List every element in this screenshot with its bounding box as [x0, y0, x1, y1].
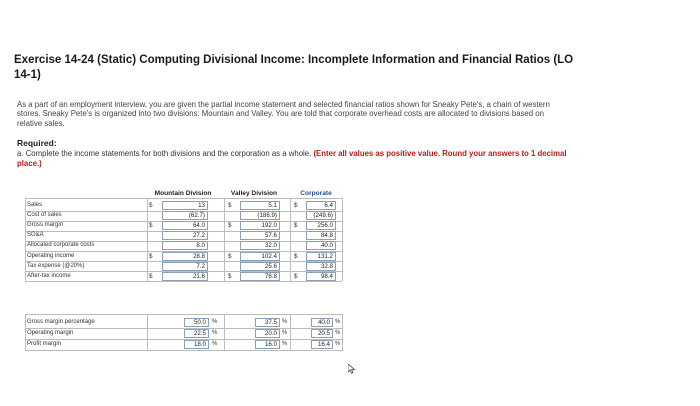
grid-line [25, 198, 26, 281]
percent-sign: % [212, 330, 218, 336]
row-label: Gross margin [27, 222, 64, 229]
percent-sign: % [335, 341, 341, 347]
percent-sign: % [335, 330, 341, 336]
mouse-cursor-icon [348, 364, 356, 374]
required-instruction: a. Complete the income statements for both divisions and the corporation as a whole. [17, 149, 312, 158]
value-input-corporate[interactable]: (249.6) [306, 211, 336, 220]
exercise-title: Exercise 14-24 (Static) Computing Divisional Income: Incomplete Information and Financial Ratios (LO 14-1) [14, 54, 574, 81]
currency-sign: $ [228, 252, 232, 260]
grid-line [25, 314, 342, 315]
currency-sign: $ [294, 222, 298, 230]
value-input-valley[interactable]: 192.0 [240, 221, 280, 230]
grid-line [342, 198, 343, 281]
ratio-input-corporate[interactable]: 16.4 [311, 340, 333, 349]
currency-sign: $ [294, 202, 298, 209]
ratio-input-mountain[interactable]: 22.5 [184, 329, 209, 338]
grid-line [25, 281, 342, 282]
ratio-input-valley[interactable]: 20.0 [255, 329, 280, 338]
value-input-valley[interactable]: 102.4 [240, 252, 280, 261]
ratio-input-corporate[interactable]: 40.0 [311, 318, 333, 327]
row-label: Tax expense (@20%) [27, 262, 85, 269]
required-note: (Enter all values as positive value. Round your answers to 1 decimal place.) [17, 149, 567, 168]
grid-line [25, 350, 342, 351]
required-text [17, 149, 577, 168]
value-input-corporate[interactable]: 32.8 [306, 262, 336, 271]
percent-sign: % [212, 341, 218, 347]
row-label: Allocated corporate costs [27, 242, 95, 249]
percent-sign: % [282, 341, 288, 347]
value-input-mountain[interactable]: 28.8 [162, 252, 208, 261]
value-input-mountain[interactable]: 27.2 [162, 231, 208, 240]
ratio-input-corporate[interactable]: 20.5 [311, 329, 333, 338]
header-mountain: Mountain Division [154, 190, 212, 197]
row-label: After-tax income [27, 272, 71, 279]
percent-sign: % [282, 330, 288, 336]
value-input-mountain[interactable]: 13 [162, 201, 208, 210]
row-label: Sales [27, 202, 43, 208]
value-input-mountain[interactable]: 64.0 [162, 221, 208, 230]
grid-line [25, 314, 26, 351]
value-input-corporate[interactable]: 84.8 [306, 231, 336, 240]
currency-sign: $ [149, 252, 153, 260]
grid-line [224, 198, 225, 281]
currency-sign: $ [149, 222, 153, 230]
value-input-valley[interactable]: (186.9) [240, 211, 280, 220]
currency-sign: $ [294, 252, 298, 260]
currency-sign: $ [228, 202, 232, 209]
ratio-input-valley[interactable]: 16.0 [255, 340, 280, 349]
value-input-mountain[interactable]: 8.0 [162, 241, 208, 250]
currency-sign: $ [294, 272, 298, 280]
ratio-label: Gross margin percentage [27, 319, 95, 325]
row-label: SG&A [27, 232, 44, 239]
grid-line [147, 314, 148, 351]
percent-sign: % [282, 319, 288, 325]
value-input-corporate[interactable]: 40.0 [306, 241, 336, 250]
value-input-valley[interactable]: 76.8 [240, 272, 280, 281]
value-input-corporate[interactable]: 256.0 [306, 221, 336, 230]
value-input-mountain[interactable]: 7.2 [162, 262, 208, 271]
intro-paragraph: As a part of an employment interview, you are given the partial income statement and selected financial ratios shown for Sneaky Pete's, a chain of western stores. Sneaky Pete's is organized into two divisions: Mountain and Valley. You are told that corporate overhead costs are allocated to divisions based on relative sales. [17, 100, 550, 128]
required-heading: Required: [17, 138, 57, 148]
value-input-valley[interactable]: 5.1 [240, 201, 280, 210]
grid-line [25, 198, 342, 199]
value-input-valley[interactable]: 32.0 [240, 241, 280, 250]
currency-sign: $ [228, 222, 232, 230]
grid-line [147, 198, 148, 281]
value-input-valley[interactable]: 57.6 [240, 231, 280, 240]
value-input-corporate[interactable]: 131.2 [306, 252, 336, 261]
value-input-corporate[interactable]: 98.4 [306, 272, 336, 281]
grid-line [290, 198, 291, 281]
header-valley: Valley Division [230, 190, 278, 197]
currency-sign: $ [149, 272, 153, 280]
grid-line [342, 314, 343, 351]
ratio-label: Profit margin [27, 341, 62, 347]
currency-sign: $ [149, 202, 153, 209]
grid-line [290, 314, 291, 351]
grid-line [224, 314, 225, 351]
percent-sign: % [212, 319, 218, 325]
ratio-input-mountain[interactable]: 50.0 [184, 318, 209, 327]
percent-sign: % [335, 319, 341, 325]
row-label: Operating income [27, 252, 75, 259]
ratio-label: Operating margin [27, 330, 74, 336]
ratio-input-valley[interactable]: 37.5 [255, 318, 280, 327]
value-input-valley[interactable]: 25.6 [240, 262, 280, 271]
value-input-corporate[interactable]: 6.4 [306, 201, 336, 210]
row-label: Cost of sales [27, 212, 62, 219]
currency-sign: $ [228, 272, 232, 280]
value-input-mountain[interactable]: (62.7) [162, 211, 208, 220]
value-input-mountain[interactable]: 21.6 [162, 272, 208, 281]
header-corporate: Corporate [300, 190, 332, 197]
ratio-input-mountain[interactable]: 18.0 [184, 340, 209, 349]
